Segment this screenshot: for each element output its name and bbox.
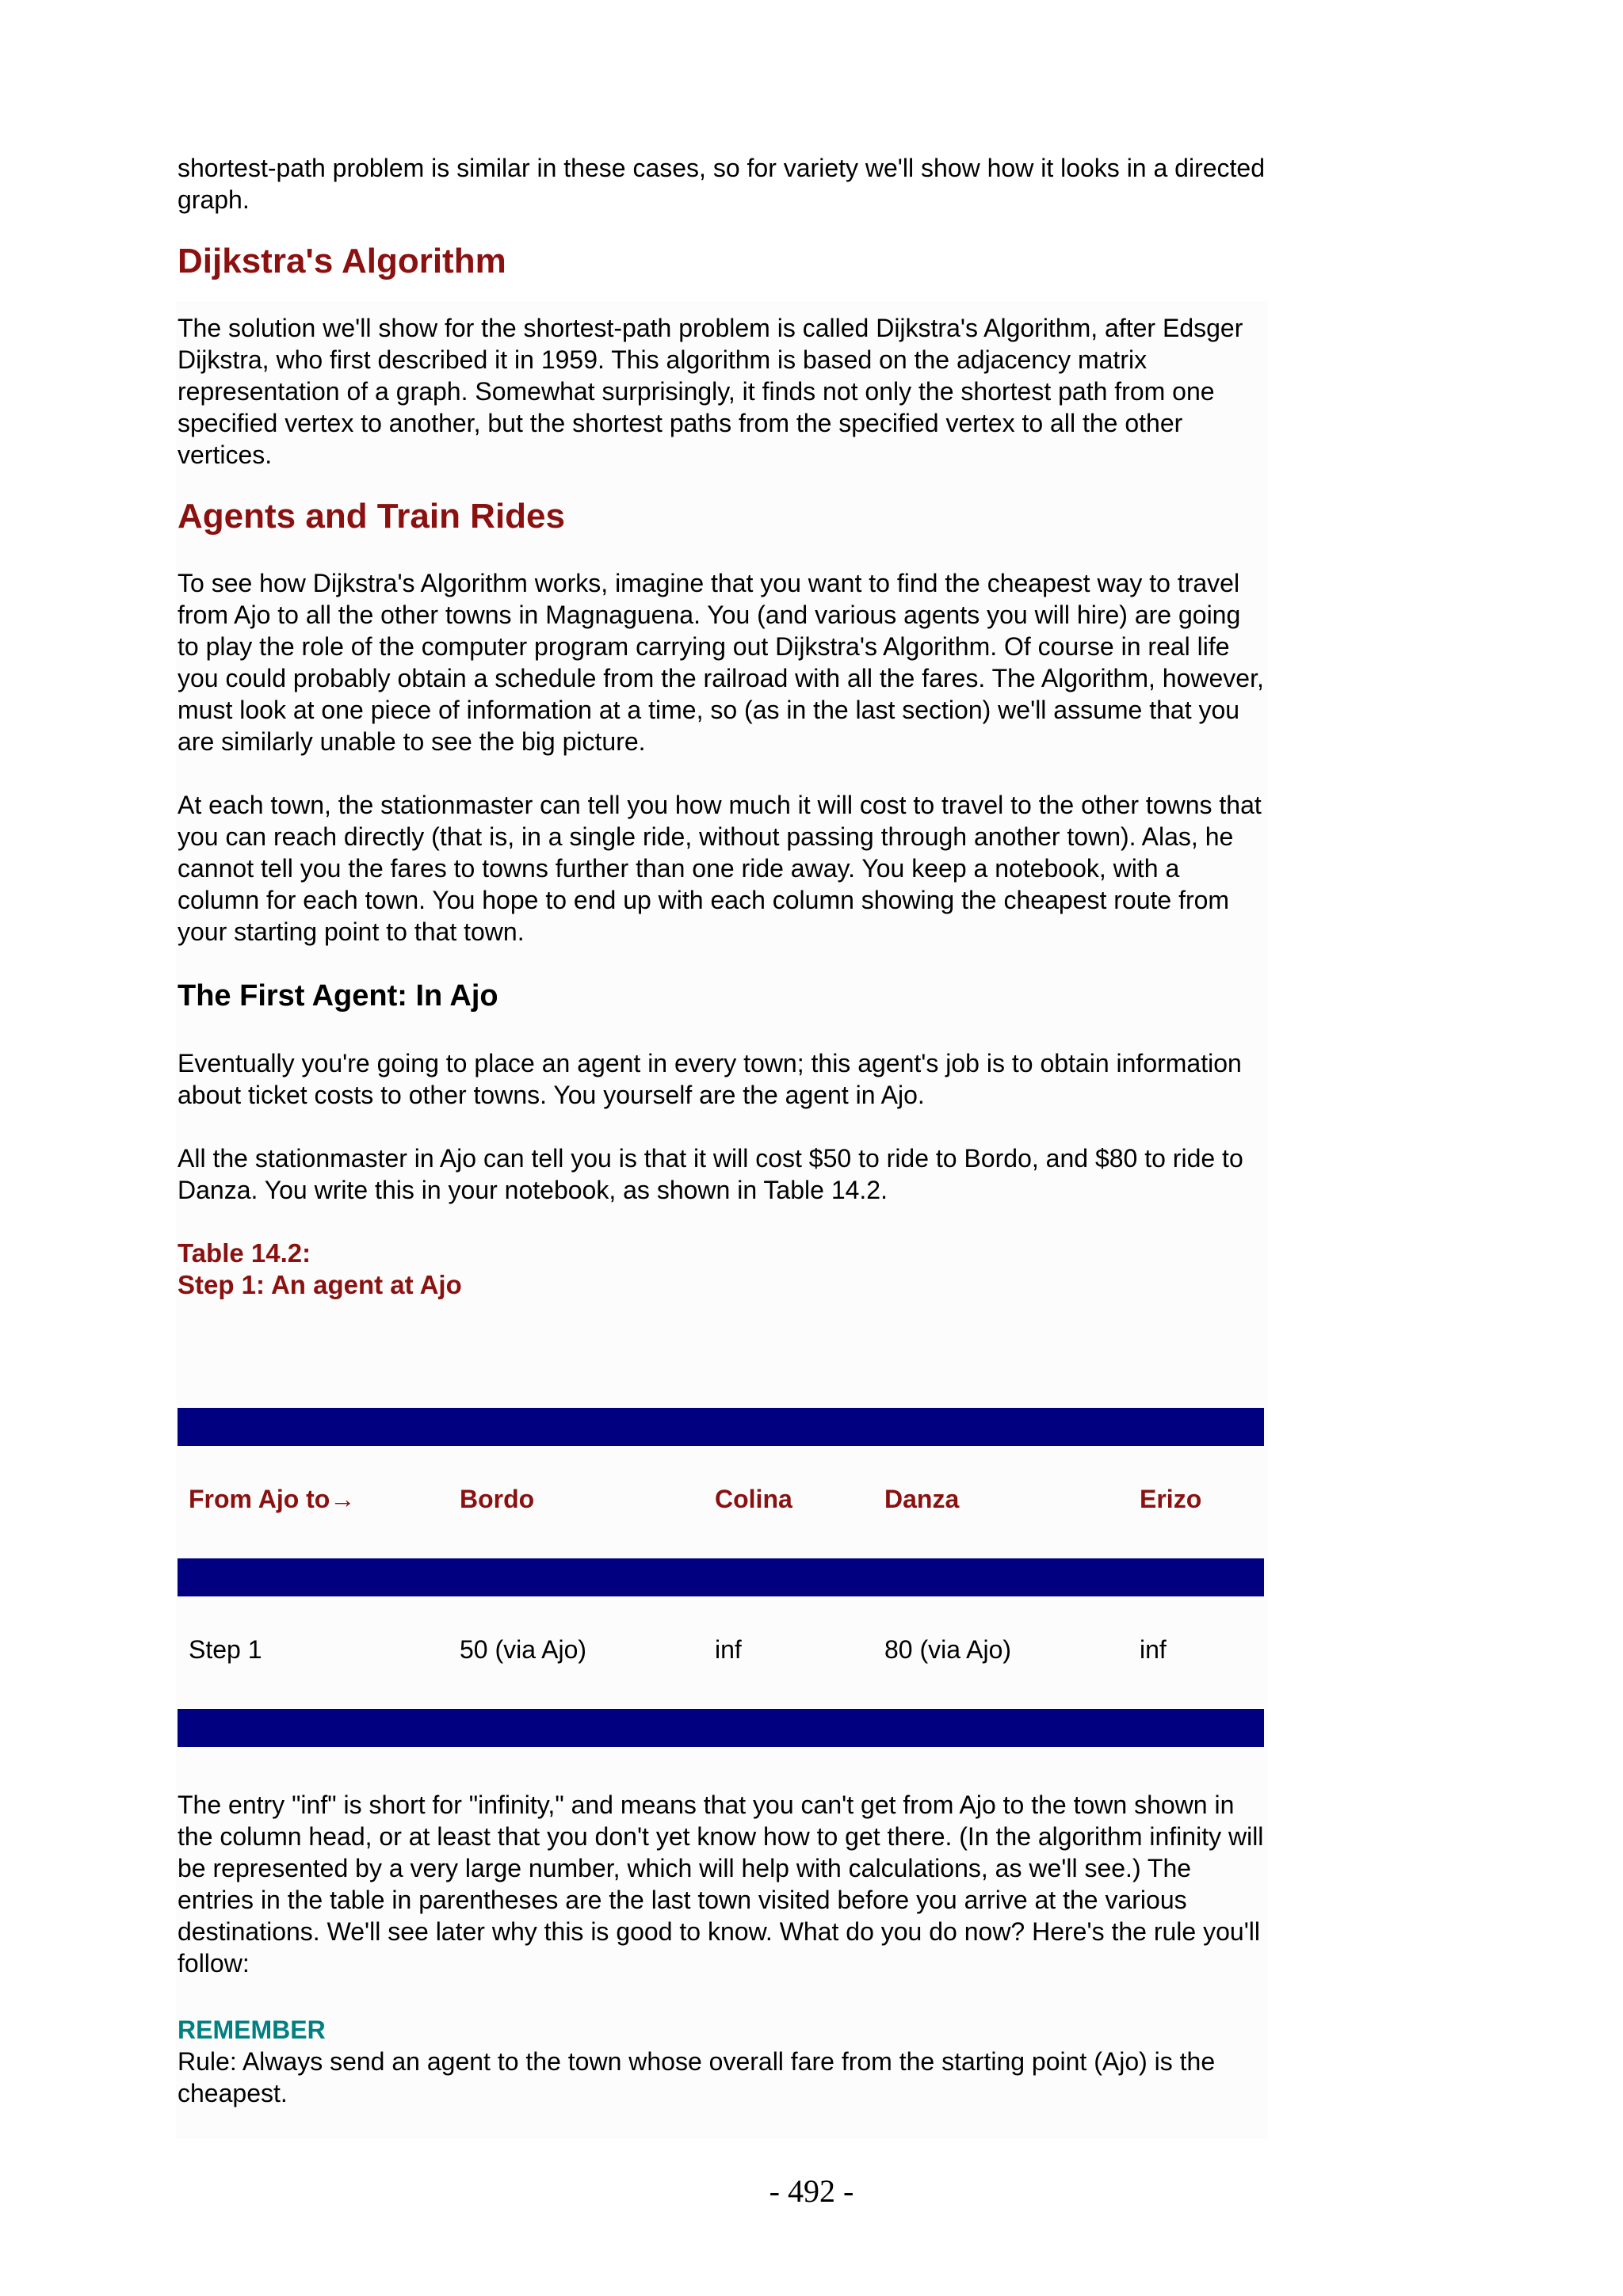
cell-danza: 80 (via Ajo) [884, 1635, 1012, 1664]
cell-bordo: 50 (via Ajo) [460, 1635, 587, 1664]
after-table-paragraph: The entry "inf" is short for "infinity," and means that you can't get from Ajo to the town shown in the column head, or at least that you don't yet know how to get there. (In the algorithm infinity will be represented by a very large number, which will help with calculations, as we'll see.) The entries in the table in parentheses are the last town visited before you arrive at the various destinations. We'll see later why this is good to know. What do you do now? Here's the rule you'll follow: [178, 1791, 1264, 1978]
page-content [178, 152, 1268, 1301]
agents-paragraph-2: At each town, the stationmaster can tell you how much it will cost to travel to the other towns that you can reach directly (that is, in a single ride, without passing through another town). Alas, he cannot tell you the fares to towns further than one ride away. You keep a notebook, with a column for each town. You hope to end up with each column showing the cheapest route from your starting point to that town. [178, 791, 1262, 946]
subsection-title-first-agent: The First Agent: In Ajo [178, 979, 498, 1013]
remember-label: REMEMBER [178, 2016, 326, 2044]
page-number: - 492 - [769, 2173, 854, 2209]
header-colina: Colina [715, 1485, 792, 1513]
agents-paragraph-1: To see how Dijkstra's Algorithm works, imagine that you want to find the cheapest way to travel from Ajo to all the other towns in Magnaguena. You (and various agents you will hire) are going to play the role of the computer program carrying out Dijkstra's Algorithm. Of course in real life you could probably obtain a schedule from the railroad with all the fares. The Algorithm, however, must look at one piece of information at a time, so (as in the last section) we'll assume that you are similarly unable to see the big picture. [178, 569, 1264, 756]
table-rule-top [178, 1408, 1264, 1446]
table-rule-bottom [178, 1709, 1264, 1747]
page-content-lower [178, 1789, 1268, 2109]
cell-colina: inf [715, 1635, 742, 1664]
header-danza: Danza [884, 1485, 960, 1513]
cell-step: Step 1 [189, 1635, 262, 1664]
intro-paragraph: shortest-path problem is similar in these cases, so for variety we'll show how it looks in a directed graph. [178, 154, 1266, 214]
section-title-dijkstra: Dijkstra's Algorithm [178, 242, 506, 280]
dijkstra-paragraph: The solution we'll show for the shortest-path problem is called Dijkstra's Algorithm, after Edsger Dijkstra, who first described it in 1959. This algorithm is based on the adjacency matrix representation of a graph. Somewhat surprisingly, it finds not only the shortest path from one specified vertex to another, but the shortest paths from the specified vertex to all the other vertices. [178, 314, 1243, 469]
header-bordo: Bordo [460, 1485, 535, 1513]
table-rule-middle [178, 1558, 1264, 1596]
remember-rule: Rule: Always send an agent to the town whose overall fare from the starting point (Ajo) is the cheapest. [178, 2047, 1216, 2107]
first-agent-paragraph-1: Eventually you're going to place an agent in every town; this agent's job is to obtain information about ticket costs to other towns. You yourself are the agent in Ajo. [178, 1049, 1242, 1109]
fare-table [178, 1408, 1264, 1747]
table-caption-line-2: Step 1: An agent at Ajo [178, 1270, 462, 1299]
table-row [178, 1596, 1264, 1709]
header-erizo: Erizo [1140, 1485, 1202, 1513]
cell-erizo: inf [1140, 1635, 1167, 1664]
table-caption-line-1: Table 14.2: [178, 1238, 311, 1268]
table-header-row [178, 1446, 1264, 1558]
header-from: From Ajo to→ [189, 1485, 356, 1513]
first-agent-paragraph-2: All the stationmaster in Ajo can tell you is that it will cost $50 to ride to Bordo, and $80 to ride to Danza. You write this in your notebook, as shown in Table 14.2. [178, 1144, 1243, 1204]
section-title-agents: Agents and Train Rides [178, 497, 565, 536]
